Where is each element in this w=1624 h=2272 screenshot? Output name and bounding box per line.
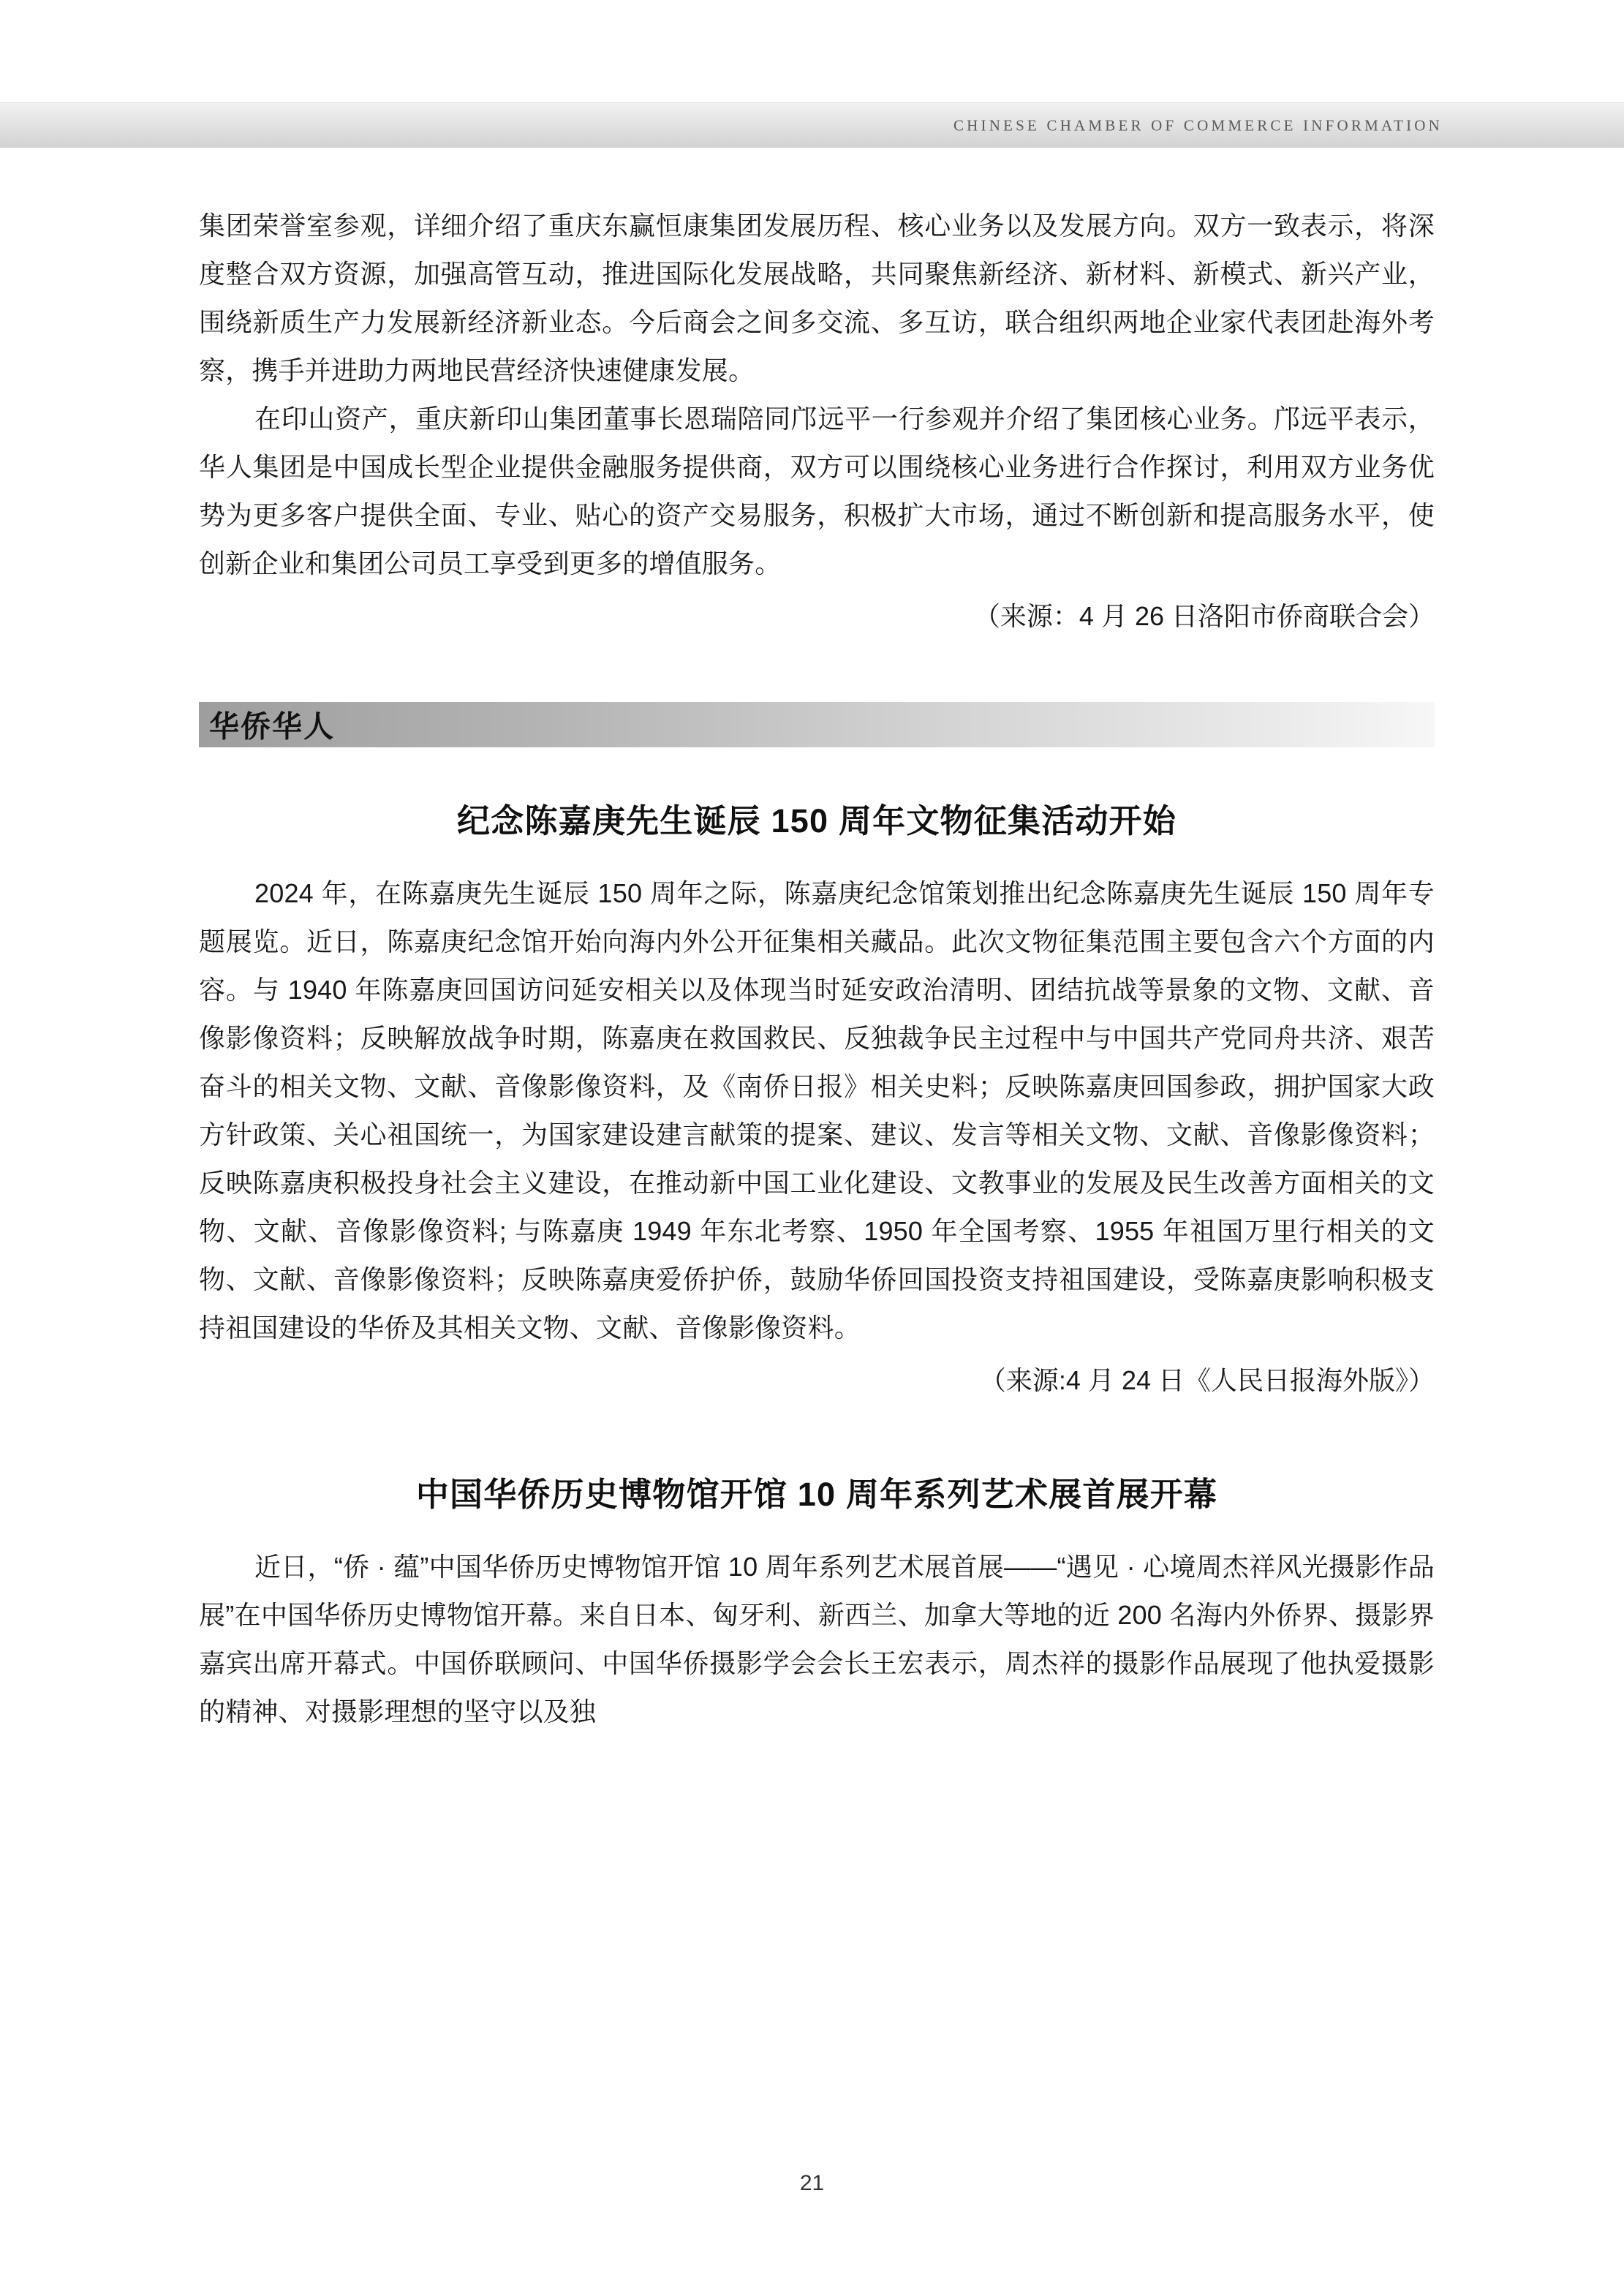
page-number: 21: [799, 2171, 825, 2195]
article-three-paragraph: 近日，“侨 · 蕴”中国华侨历史博物馆开馆 10 周年系列艺术展首展——“遇见 · 心境周杰祥风光摄影作品展”在中国华侨历史博物馆开幕。来自日本、匈牙利、新西兰、加拿大等地的近 200 名海内外侨界、摄影界嘉宾出席开幕式。中国侨联顾问、中国华侨摄影学会会长王宏表示，周杰祥的摄影作品展现了他执爱摄影的精神、对摄影理想的坚守以及独: [199, 1552, 1435, 1726]
source-line-article-two: （来源:4 月 24 日《人民日报海外版》）: [979, 1365, 1435, 1395]
header-rule: [0, 148, 1624, 150]
page-header-band: [0, 102, 1624, 149]
source-line-article-one: （来源：4 月 26 日洛阳市侨商联合会）: [973, 601, 1435, 631]
page-content: [199, 202, 1435, 1736]
section-title: 华侨华人: [209, 709, 335, 744]
article-title-three: 中国华侨历史博物馆开馆 10 周年系列艺术展首展开幕: [415, 1476, 1218, 1513]
article-two-paragraph: 2024 年，在陈嘉庚先生诞辰 150 周年之际，陈嘉庚纪念馆策划推出纪念陈嘉庚先生诞辰 150 周年专题展览。近日，陈嘉庚纪念馆开始向海内外公开征集相关藏品。此次文物征集范围主要包含六个方面的内容。与 1940 年陈嘉庚回国访问延安相关以及体现当时延安政治清明、团结抗战等景象的文物、文献、音像影像资料；反映解放战争时期，陈嘉庚在救国救民、反独裁争民主过程中与中国共产党同舟共济、艰苦奋斗的相关文物、文献、音像影像资料，及《南侨日报》相关史料；反映陈嘉庚回国参政，拥护国家大政方针政策、关心祖国统一，为国家建设建言献策的提案、建议、发言等相关文物、文献、音像影像资料；反映陈嘉庚积极投身社会主义建设，在推动新中国工业化建设、文教事业的发展及民生改善方面相关的文物、文献、音像影像资料; 与陈嘉庚 1949 年东北考察、1950 年全国考察、1955 年祖国万里行相关的文物、文献、音像影像资料；反映陈嘉庚爱侨护侨，鼓励华侨回国投资支持祖国建设，受陈嘉庚影响积极支持祖国建设的华侨及其相关文物、文献、音像影像资料。: [199, 878, 1435, 1343]
paragraph-continued: 集团荣誉室参观，详细介绍了重庆东赢恒康集团发展历程、核心业务以及发展方向。双方一致表示，将深度整合双方资源，加强高管互动，推进国际化发展战略，共同聚焦新经济、新材料、新模式、新兴产业，围绕新质生产力发展新经济新业态。今后商会之间多交流、多互访，联合组织两地企业家代表团赴海外考察，携手并进助力两地民营经济快速健康发展。: [199, 211, 1435, 385]
running-head: CHINESE CHAMBER OF COMMERCE INFORMATION: [953, 116, 1443, 135]
section-header-bar: [199, 702, 1435, 747]
paragraph-yinshan: 在印山资产，重庆新印山集团董事长恩瑞陪同邝远平一行参观并介绍了集团核心业务。邝远平表示，华人集团是中国成长型企业提供金融服务提供商，双方可以围绕核心业务进行合作探讨，利用双方业务优势为更多客户提供全面、专业、贴心的资产交易服务，积极扩大市场，通过不断创新和提高服务水平，使创新企业和集团公司员工享受到更多的增值服务。: [199, 404, 1435, 578]
article-title-two: 纪念陈嘉庚先生诞辰 150 周年文物征集活动开始: [457, 802, 1177, 839]
